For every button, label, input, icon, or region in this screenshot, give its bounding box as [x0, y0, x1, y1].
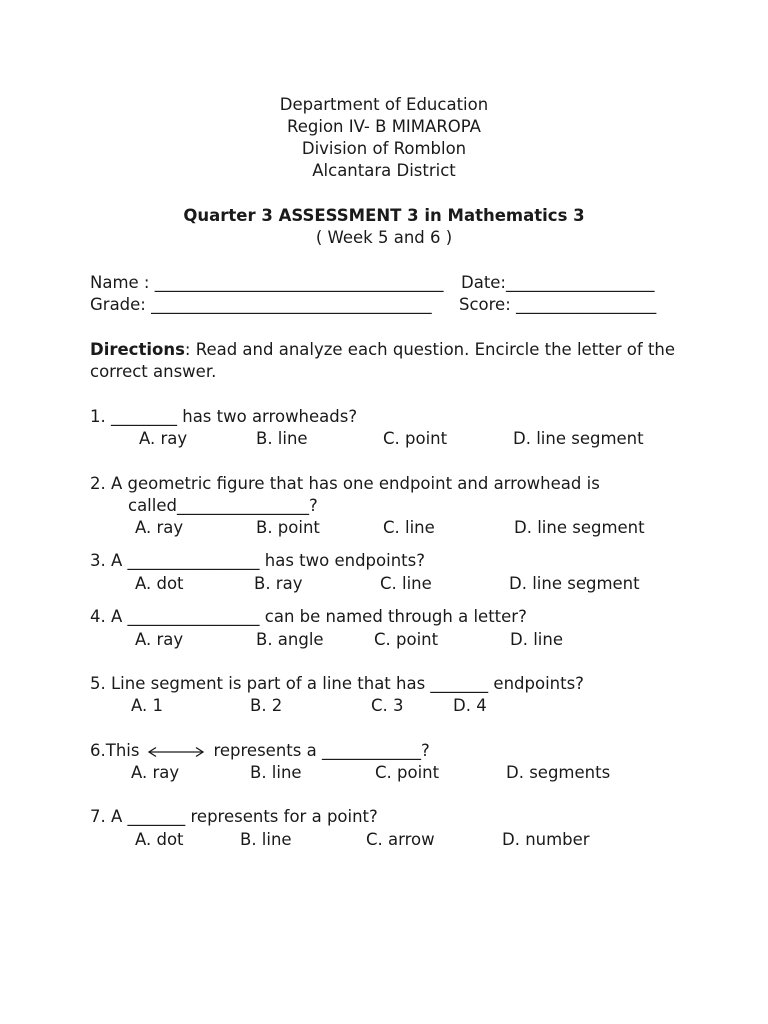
- question-3-choice-a: A. dot: [135, 574, 184, 593]
- question-3-choice-b: B. ray: [254, 574, 303, 593]
- question-1-choice-d: D. line segment: [513, 429, 644, 448]
- question-3-choice-d: D. line segment: [509, 574, 640, 593]
- department-heading: Department of Education: [279, 95, 489, 114]
- region-heading: Region IV- B MIMAROPA: [287, 117, 481, 136]
- assessment-title: Quarter 3 ASSESSMENT 3 in Mathematics 3: [183, 206, 585, 225]
- grade-field: Grade: __________________________________: [90, 295, 432, 314]
- directions-text: Read and analyze each question. Encircle the letter of the: [190, 340, 676, 359]
- question-7-choice-d: D. number: [502, 830, 590, 849]
- question-7: 7. A _______ represents for a point?: [90, 807, 378, 826]
- question-4-choice-d: D. line: [510, 630, 563, 649]
- directions-line-1: [90, 339, 675, 361]
- question-2-choice-a: A. ray: [135, 518, 184, 537]
- question-1-choice-c: C. point: [383, 429, 448, 448]
- district-heading: Alcantara District: [312, 161, 456, 180]
- question-5-choice-b: B. 2: [250, 696, 283, 715]
- directions-colon: :: [184, 340, 191, 359]
- question-4-choice-c: C. point: [374, 630, 439, 649]
- question-5-choice-d: D. 4: [453, 696, 487, 715]
- question-5-choice-c: C. 3: [371, 696, 404, 715]
- name-field: Name : ___________________________________: [90, 273, 444, 292]
- division-heading: Division of Romblon: [301, 139, 467, 158]
- question-4-choice-b: B. angle: [256, 630, 324, 649]
- question-6-choice-a: A. ray: [131, 763, 180, 782]
- question-2-choice-c: C. line: [383, 518, 435, 537]
- question-7-choice-b: B. line: [240, 830, 292, 849]
- directions-line-2: correct answer.: [90, 362, 217, 381]
- question-6-suffix: represents a ____________?: [213, 741, 430, 760]
- question-4-choice-a: A. ray: [135, 630, 184, 649]
- date-field: Date:__________________: [461, 273, 655, 292]
- question-2-continued: called________________?: [128, 496, 318, 515]
- question-5: 5. Line segment is part of a line that has _______ endpoints?: [90, 674, 584, 693]
- question-2: 2. A geometric figure that has one endpoint and arrowhead is: [90, 474, 600, 493]
- question-5-choice-a: A. 1: [131, 696, 163, 715]
- directions-label: Directions: [90, 340, 185, 359]
- question-6: [90, 740, 430, 762]
- question-6-choice-d: D. segments: [506, 763, 611, 782]
- double-arrow-icon: [147, 746, 205, 758]
- question-1-choice-b: B. line: [256, 429, 308, 448]
- question-4: 4. A ________________ can be named through a letter?: [90, 607, 527, 626]
- assessment-subtitle: ( Week 5 and 6 ): [315, 228, 453, 247]
- question-3-choice-c: C. line: [380, 574, 432, 593]
- question-1: 1. ________ has two arrowheads?: [90, 407, 358, 426]
- question-7-choice-a: A. dot: [135, 830, 184, 849]
- question-7-choice-c: C. arrow: [366, 830, 435, 849]
- question-3: 3. A ________________ has two endpoints?: [90, 551, 425, 570]
- question-2-choice-d: D. line segment: [514, 518, 645, 537]
- question-6-choice-b: B. line: [250, 763, 302, 782]
- score-field: Score: _________________: [459, 295, 657, 314]
- question-6-choice-c: C. point: [375, 763, 440, 782]
- question-1-choice-a: A. ray: [139, 429, 188, 448]
- question-6-prefix: 6.This: [90, 741, 140, 760]
- question-2-choice-b: B. point: [256, 518, 320, 537]
